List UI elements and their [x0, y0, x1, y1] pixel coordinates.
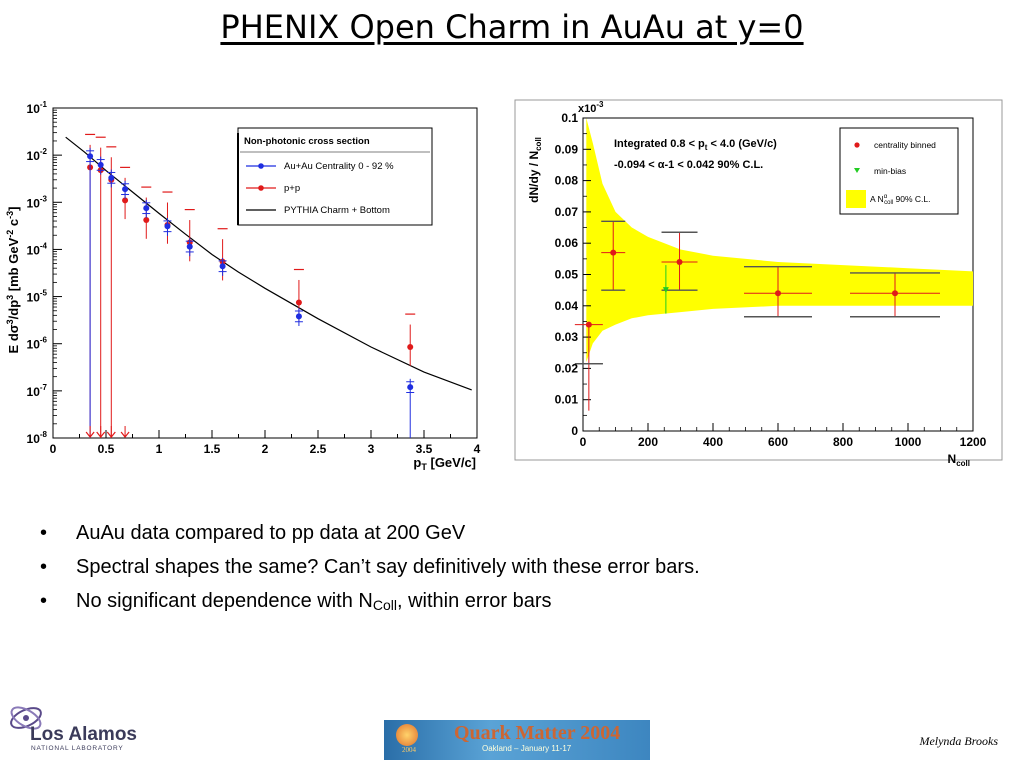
bullet-item — [40, 520, 1000, 546]
x-tick-label: 2 — [261, 442, 269, 456]
y-axis-title: E $d\sigma^3/dp^3$ [mb GeV$^{-2}$ $c^{-3}$] — [5, 206, 21, 354]
x-tick-label: 1.5 — [203, 442, 221, 456]
logo-name: Los Alamos — [30, 724, 137, 745]
y-tick-label: $10^{-8}$ — [26, 430, 47, 446]
auau-point — [187, 244, 193, 250]
y-tick-label: $10^{-7}$ — [26, 382, 47, 399]
legend-auau-marker — [258, 163, 264, 169]
quark-matter-banner[interactable] — [384, 720, 650, 760]
bullet-item — [40, 554, 1000, 580]
conference-subtitle: Oakland – January 11-17 — [482, 744, 572, 753]
y-tick-label: 0.05 — [554, 267, 578, 282]
y-tick-label: $10^{-2}$ — [26, 147, 47, 164]
x-axis-title: $N_{coll}$ — [947, 452, 970, 468]
legend-minbias: min-bias — [874, 166, 907, 176]
centrality-point — [677, 259, 683, 265]
x-tick-label: 0 — [579, 435, 587, 449]
y-tick-label: 0.02 — [554, 361, 578, 376]
y-tick-label: $10^{-4}$ — [26, 241, 47, 258]
x-tick-label: 1000 — [894, 435, 922, 449]
conference-year: 2004 — [402, 746, 416, 754]
auau-point — [87, 153, 93, 159]
y-tick-label: $10^{-3}$ — [26, 194, 47, 211]
y-tick-label: 0.01 — [554, 392, 578, 407]
annotation-integrated: Integrated $0.8 < p_t < 4.0$ (GeV/c) — [614, 138, 777, 152]
x-tick-label: 400 — [702, 435, 724, 449]
pp-point — [407, 344, 413, 350]
pp-point — [296, 299, 302, 305]
bullet-text: Spectral shapes the same? Can’t say definitively with these error bars. — [76, 556, 700, 578]
conference-title: Quark Matter 2004 — [454, 722, 621, 744]
x-tick-label: 4 — [473, 442, 481, 456]
legend-pp: p+p — [284, 183, 301, 194]
y-tick-label: $10^{-6}$ — [26, 335, 47, 352]
centrality-point — [892, 290, 898, 296]
legend-pythia: PYTHIA Charm + Bottom — [284, 205, 390, 216]
auau-point — [108, 175, 114, 181]
pp-point — [143, 217, 149, 223]
y-tick-label: 0.08 — [554, 173, 578, 188]
chart-pt-spectrum — [0, 90, 500, 475]
bullet-text: No significant dependence with N — [76, 590, 373, 612]
x-tick-label: 0 — [49, 442, 57, 456]
y-tick-label: 0.06 — [554, 236, 578, 251]
auau-point — [220, 263, 226, 269]
auau-point — [407, 384, 413, 390]
bullet-item — [40, 588, 1000, 618]
bullet-dot: • — [40, 556, 48, 578]
x-tick-label: 0.5 — [97, 442, 115, 456]
axis-multiplier: $x10^{-3}$ — [578, 100, 604, 115]
x-tick-label: 600 — [767, 435, 789, 449]
legend-pp-marker — [258, 185, 264, 191]
x-tick-label: 1 — [155, 442, 163, 456]
author-name: Melynda Brooks — [919, 734, 998, 748]
bullet-text: AuAu data compared to pp data at 200 GeV — [76, 522, 466, 544]
legend-title: Non-photonic cross section — [244, 136, 370, 147]
centrality-point — [586, 322, 592, 328]
x-axis-title: $p_T$ [GeV/c] — [413, 455, 476, 472]
y-tick-label: 0.03 — [554, 330, 578, 345]
bullet-text-suffix: , within error bars — [396, 590, 552, 612]
legend-auau: Au+Au Centrality 0 - 92 % — [284, 161, 394, 172]
los-alamos-logo[interactable] — [4, 698, 154, 754]
auau-point — [164, 223, 170, 229]
x-tick-label: 3.5 — [415, 442, 433, 456]
y-tick-label: 0 — [571, 424, 578, 438]
legend — [840, 128, 958, 214]
y-tick-label: 0.04 — [554, 298, 578, 313]
y-tick-label: 0.07 — [554, 204, 578, 219]
centrality-point — [775, 290, 781, 296]
y-tick-label: 0.09 — [554, 142, 578, 157]
auau-point — [122, 186, 128, 192]
y-tick-label: $10^{-1}$ — [26, 100, 47, 116]
auau-point — [143, 205, 149, 211]
centrality-point — [610, 250, 616, 256]
sun-icon — [396, 724, 418, 746]
x-tick-label: 2.5 — [309, 442, 327, 456]
auau-point — [98, 162, 104, 168]
x-tick-label: 1200 — [959, 435, 987, 449]
bullet-dot: • — [40, 590, 48, 612]
y-tick-label: 0.1 — [561, 111, 578, 125]
x-tick-label: 800 — [832, 435, 854, 449]
legend — [238, 128, 432, 225]
chart-ncoll-dependence — [505, 95, 1015, 475]
y-tick-label: $10^{-5}$ — [26, 288, 47, 305]
x-tick-label: 3 — [367, 442, 375, 456]
legend-band: A $N^\alpha$ coll 90% C.L. — [870, 194, 931, 206]
x-tick-label: 200 — [637, 435, 659, 449]
auau-point — [296, 313, 302, 319]
bullet-subscript: Coll — [372, 597, 397, 613]
logo-subtitle: NATIONAL LABORATORY — [31, 745, 124, 752]
legend-centrality: centrality binned — [874, 140, 936, 150]
bullet-dot: • — [40, 522, 48, 544]
x-tick-labels — [50, 442, 481, 456]
legend-centrality-marker — [854, 142, 859, 147]
annotation-alpha: -0.094 < α-1 < 0.042 90% C.L. — [614, 159, 764, 171]
bullet-list — [40, 520, 1000, 626]
y-axis-title: $dN/dy / N_{coll}$ — [527, 137, 543, 203]
slide-title: PHENIX Open Charm in AuAu at y=0 — [220, 8, 804, 46]
legend-band-swatch — [846, 190, 866, 208]
y-tick-labels — [27, 100, 48, 446]
